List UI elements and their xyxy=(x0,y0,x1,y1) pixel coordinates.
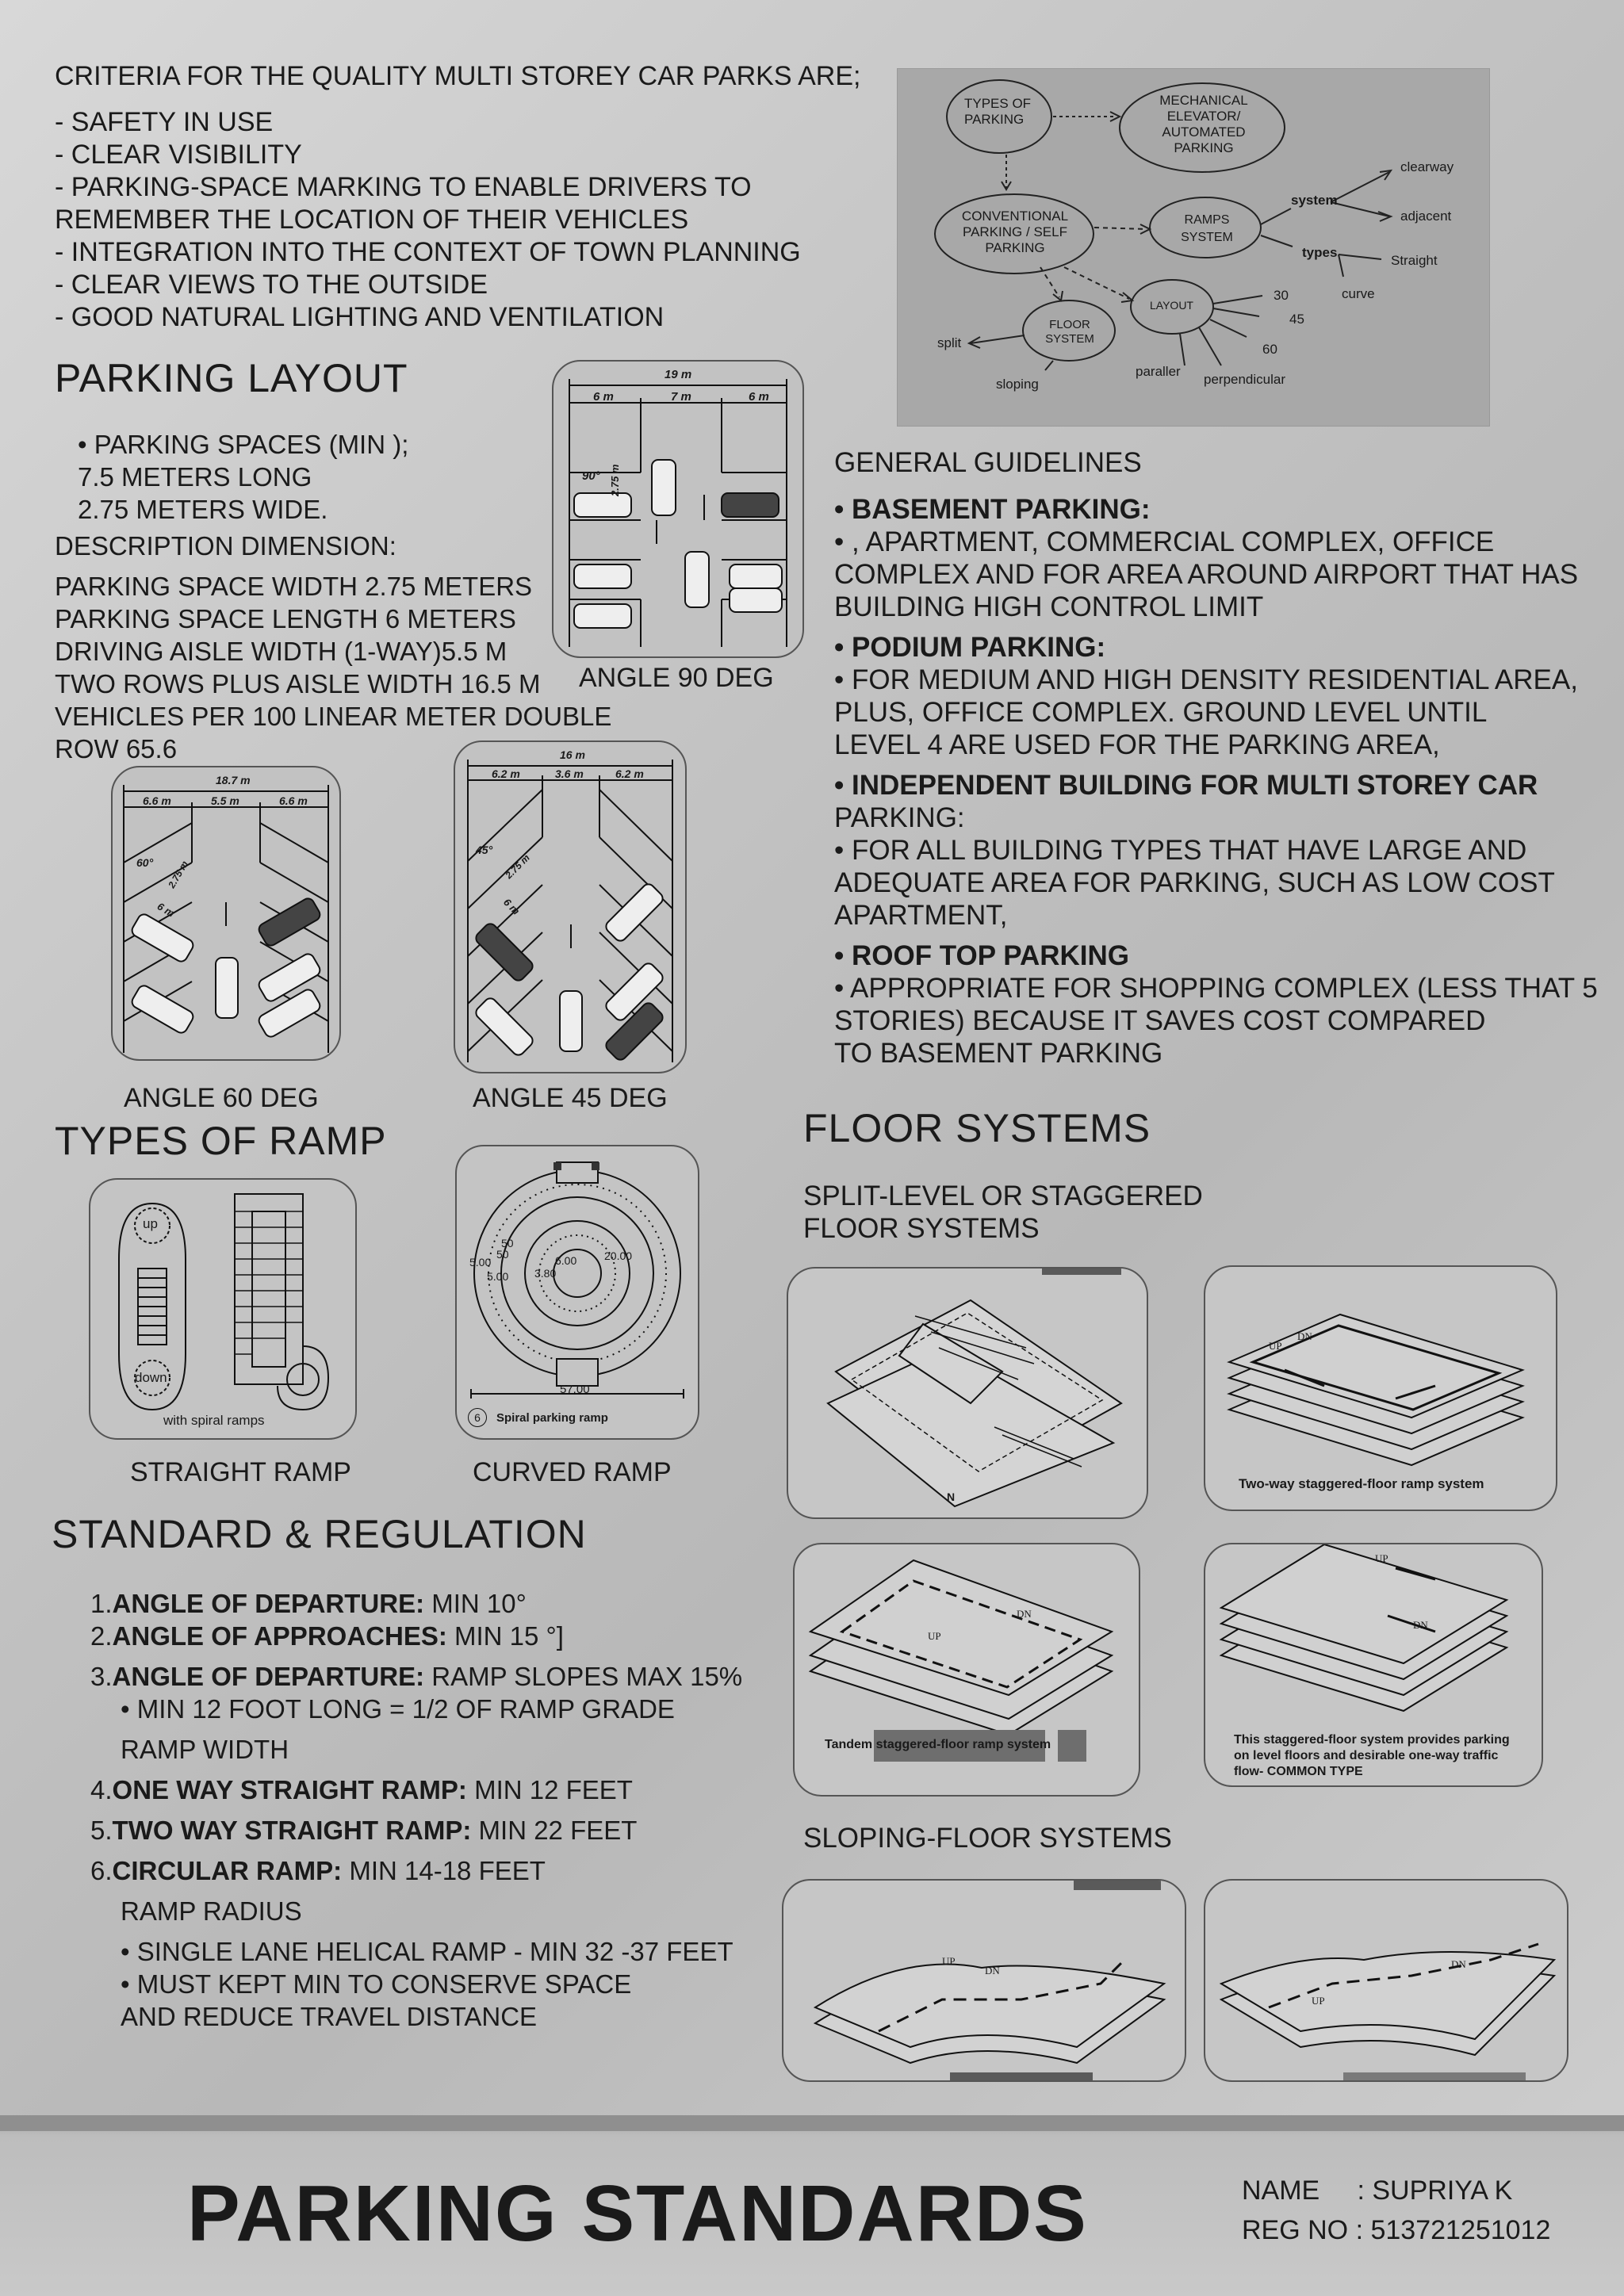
up-label: UP xyxy=(1312,1995,1325,2007)
student-name: NAME : SUPRIYA K xyxy=(1242,2175,1513,2206)
criteria-line: - SAFETY IN USE xyxy=(55,107,274,137)
dn-label: DN xyxy=(985,1965,1000,1976)
criteria-heading: CRITERIA FOR THE QUALITY MULTI STOREY CAR PARKS ARE; xyxy=(55,61,861,91)
standard-heading: STANDARD & REGULATION xyxy=(52,1512,587,1556)
description-line: VEHICLES PER 100 LINEAR METER DOUBLE xyxy=(55,702,612,731)
sloping-floor-figure-2 xyxy=(1204,1879,1568,2082)
item-number: 3. xyxy=(90,1662,113,1691)
standard-item-2 xyxy=(90,1620,564,1652)
description-heading: DESCRIPTION DIMENSION: xyxy=(55,531,396,561)
item-number: 2. xyxy=(90,1621,113,1651)
label-paraller: paraller xyxy=(1136,364,1181,379)
label-mechanical: MECHANICAL ELEVATOR/ AUTOMATED PARKING xyxy=(1159,93,1248,155)
independent-line: APARTMENT, xyxy=(834,900,1008,931)
label-straight: Straight xyxy=(1391,253,1438,268)
item-value: MIN 12 FEET xyxy=(466,1775,633,1804)
label-layout: LAYOUT xyxy=(1150,299,1193,312)
dim-total: 19 m xyxy=(665,368,692,381)
label-types: types xyxy=(1302,245,1338,260)
podium-heading: • PODIUM PARKING: xyxy=(834,632,1106,663)
podium-line: • FOR MEDIUM AND HIGH DENSITY RESIDENTIAL AREA, xyxy=(834,664,1578,695)
item-number: 5. xyxy=(90,1816,113,1845)
dn-label: DN xyxy=(1017,1608,1032,1620)
dim-2: 3.6 m xyxy=(555,767,584,780)
angle-45-figure xyxy=(454,740,687,1073)
item-label: ANGLE OF DEPARTURE: xyxy=(112,1589,425,1618)
parking-layout-line: 2.75 METERS WIDE. xyxy=(78,495,328,524)
standard-item-1 xyxy=(90,1587,527,1620)
item-value: MIN 10° xyxy=(424,1589,527,1618)
independent-line: • FOR ALL BUILDING TYPES THAT HAVE LARGE AND xyxy=(834,835,1527,866)
spiral-label: with spiral ramps xyxy=(163,1413,265,1428)
label-sloping: sloping xyxy=(996,377,1039,392)
footer-divider xyxy=(0,2115,1624,2131)
label-floor-system: FLOOR SYSTEM xyxy=(1045,318,1094,346)
radius-line: AND REDUCE TRAVEL DISTANCE xyxy=(121,2002,538,2031)
dim-c: 50 xyxy=(501,1237,514,1249)
independent-heading: • INDEPENDENT BUILDING FOR MULTI STOREY CAR xyxy=(834,770,1538,801)
dim-g: 3.80 xyxy=(534,1267,557,1280)
label-ramps: RAMPS SYSTEM xyxy=(1181,213,1233,244)
width-label: 2.75 m xyxy=(503,851,532,882)
length-label: 6 m xyxy=(155,900,177,920)
dim-b: 5.00 xyxy=(487,1270,509,1283)
angle-label: 45° xyxy=(476,844,493,856)
dim-total: 18.7 m xyxy=(216,774,251,786)
podium-line: LEVEL 4 ARE USED FOR THE PARKING AREA, xyxy=(834,729,1440,760)
label-adjacent: adjacent xyxy=(1400,209,1452,224)
roof-heading: • ROOF TOP PARKING xyxy=(834,940,1130,971)
up-label: UP xyxy=(942,1955,956,1967)
two-way-staggered-figure xyxy=(1204,1265,1557,1511)
basement-line: COMPLEX AND FOR AREA AROUND AIRPORT THAT HAS xyxy=(834,559,1579,590)
floor-heading: FLOOR SYSTEMS xyxy=(803,1106,1151,1150)
dim-1: 6 m xyxy=(593,390,614,404)
dim-f: 20.00 xyxy=(604,1249,633,1262)
angle-60-drawing xyxy=(113,767,339,1059)
spiral-number: 6 xyxy=(468,1408,487,1427)
common-caption-line: flow- COMMON TYPE xyxy=(1234,1765,1363,1778)
criteria-line: - INTEGRATION INTO THE CONTEXT OF TOWN PLANNING xyxy=(55,237,801,267)
description-line: TWO ROWS PLUS AISLE WIDTH 16.5 M xyxy=(55,669,541,698)
straight-ramp-caption: STRAIGHT RAMP xyxy=(130,1457,351,1487)
common-caption-line: This staggered-floor system provides parking xyxy=(1234,1733,1510,1747)
item-value: MIN 22 FEET xyxy=(471,1816,638,1845)
north-label: N xyxy=(947,1490,956,1503)
independent-heading-2: PARKING: xyxy=(834,802,965,833)
description-line: DRIVING AISLE WIDTH (1-WAY)5.5 M xyxy=(55,637,508,666)
split-heading: SPLIT-LEVEL OR STAGGERED xyxy=(803,1181,1203,1211)
common-caption-line: on level floors and desirable one-way traffic xyxy=(1234,1749,1499,1762)
dn-label: DN xyxy=(1413,1619,1428,1631)
item-value: MIN 15 °] xyxy=(446,1621,564,1651)
label-split: split xyxy=(937,335,962,350)
tandem-caption: Tandem staggered-floor ramp system xyxy=(825,1738,1051,1751)
basement-heading: • BASEMENT PARKING: xyxy=(834,494,1151,525)
split-level-figure xyxy=(787,1267,1148,1519)
angle-90-drawing xyxy=(553,362,802,656)
item-value: MIN 14-18 FEET xyxy=(342,1856,546,1885)
dim-3: 6.6 m xyxy=(279,794,308,807)
roof-line: • APPROPRIATE FOR SHOPPING COMPLEX (LESS THAT 5 xyxy=(834,973,1598,1004)
dim-d: 50 xyxy=(496,1248,509,1261)
dim-e: 6.00 xyxy=(555,1254,577,1267)
sloping-floor-drawing-2 xyxy=(1205,1881,1567,2080)
parking-types-diagram xyxy=(897,68,1490,427)
common-staggered-figure xyxy=(1204,1543,1543,1787)
label-curve: curve xyxy=(1342,286,1375,301)
description-line: PARKING SPACE WIDTH 2.75 METERS xyxy=(55,572,533,601)
criteria-line: - CLEAR VISIBILITY xyxy=(55,140,302,170)
basement-line: BUILDING HIGH CONTROL LIMIT xyxy=(834,591,1264,622)
down-label: down xyxy=(135,1370,167,1385)
dim-2: 7 m xyxy=(671,390,691,404)
item-label: ANGLE OF DEPARTURE: xyxy=(112,1662,425,1691)
item-label: TWO WAY STRAIGHT RAMP: xyxy=(112,1816,472,1845)
label-perpendicular: perpendicular xyxy=(1204,372,1286,387)
split-heading-2: FLOOR SYSTEMS xyxy=(803,1213,1040,1244)
standard-item-3 xyxy=(90,1660,742,1693)
label-conventional: CONVENTIONAL PARKING / SELF PARKING xyxy=(961,209,1069,255)
angle-90-caption: ANGLE 90 DEG xyxy=(579,663,774,693)
straight-ramp-drawing xyxy=(90,1180,355,1438)
angle-45-caption: ANGLE 45 DEG xyxy=(473,1083,668,1113)
criteria-line: - PARKING-SPACE MARKING TO ENABLE DRIVERS TO xyxy=(55,172,752,202)
dn-label: DN xyxy=(1451,1958,1466,1970)
tandem-staggered-figure xyxy=(793,1543,1140,1797)
label-45: 45 xyxy=(1289,312,1304,327)
dim-1: 6.2 m xyxy=(492,767,520,780)
podium-line: PLUS, OFFICE COMPLEX. GROUND LEVEL UNTIL xyxy=(834,697,1488,728)
label-types-of-parking: TYPES OF PARKING xyxy=(964,96,1032,127)
criteria-line: REMEMBER THE LOCATION OF THEIR VEHICLES xyxy=(55,205,689,235)
label-clearway: clearway xyxy=(1400,159,1454,174)
item-number: 4. xyxy=(90,1775,113,1804)
angle-label: 90° xyxy=(582,469,600,483)
split-level-drawing xyxy=(788,1269,1147,1517)
angle-label: 60° xyxy=(136,856,154,869)
straight-ramp-figure xyxy=(89,1178,357,1440)
spiral-title: Spiral parking ramp xyxy=(496,1411,608,1425)
label-60: 60 xyxy=(1262,342,1277,357)
angle-60-figure xyxy=(111,766,341,1061)
sloping-floor-figure-1 xyxy=(782,1879,1186,2082)
standard-item-5 xyxy=(90,1814,637,1846)
length-label: 6 m xyxy=(500,896,523,917)
standard-item-6 xyxy=(90,1854,546,1887)
width-label: 2.75 m xyxy=(166,859,191,890)
criteria-line: - CLEAR VIEWS TO THE OUTSIDE xyxy=(55,270,488,300)
label-system: system xyxy=(1291,193,1338,208)
roof-line: TO BASEMENT PARKING xyxy=(834,1038,1163,1069)
two-way-caption: Two-way staggered-floor ramp system xyxy=(1239,1476,1484,1491)
dim-3: 6.2 m xyxy=(615,767,644,780)
up-label: UP xyxy=(1375,1552,1388,1564)
up-label: up xyxy=(143,1216,158,1231)
page-title: PARKING STANDARDS xyxy=(187,2169,1088,2258)
dim-total: 57.00 xyxy=(560,1383,590,1396)
independent-line: ADEQUATE AREA FOR PARKING, SUCH AS LOW COST xyxy=(834,867,1555,898)
parking-layout-heading: PARKING LAYOUT xyxy=(55,356,408,400)
dim-2: 5.5 m xyxy=(211,794,239,807)
angle-45-drawing xyxy=(455,742,685,1072)
item-label: CIRCULAR RAMP: xyxy=(112,1856,343,1885)
guidelines-heading: GENERAL GUIDELINES xyxy=(834,447,1142,478)
up-label: UP xyxy=(1269,1340,1282,1352)
two-way-staggered-drawing xyxy=(1205,1267,1556,1510)
dim-3: 6 m xyxy=(749,390,769,404)
parking-layout-line: 7.5 METERS LONG xyxy=(78,462,312,492)
radius-line: • MUST KEPT MIN TO CONSERVE SPACE xyxy=(121,1969,632,1999)
item-number: 1. xyxy=(90,1589,113,1618)
standard-item-4 xyxy=(90,1774,633,1806)
ramp-radius-heading: RAMP RADIUS xyxy=(121,1896,302,1926)
dim-1: 6.6 m xyxy=(143,794,171,807)
item-label: ONE WAY STRAIGHT RAMP: xyxy=(112,1775,467,1804)
basement-line: • , APARTMENT, COMMERCIAL COMPLEX, OFFICE xyxy=(834,526,1495,557)
criteria-line: - GOOD NATURAL LIGHTING AND VENTILATION xyxy=(55,302,665,332)
dn-label: DN xyxy=(1297,1330,1312,1342)
angle-90-figure xyxy=(552,360,804,658)
dim-a: 5.00 xyxy=(469,1256,492,1269)
item-value: RAMP SLOPES MAX 15% xyxy=(424,1662,743,1691)
sloping-floor-drawing-1 xyxy=(783,1881,1185,2080)
sloping-heading: SLOPING-FLOOR SYSTEMS xyxy=(803,1823,1172,1854)
description-line: PARKING SPACE LENGTH 6 METERS xyxy=(55,604,516,633)
item-number: 6. xyxy=(90,1856,113,1885)
roof-line: STORIES) BECAUSE IT SAVES COST COMPARED xyxy=(834,1005,1486,1036)
curved-ramp-figure xyxy=(455,1145,699,1440)
dim-total: 16 m xyxy=(560,748,585,761)
angle-60-caption: ANGLE 60 DEG xyxy=(124,1083,319,1113)
ramp-width-heading: RAMP WIDTH xyxy=(121,1735,289,1764)
ramp-heading: TYPES OF RAMP xyxy=(55,1119,387,1163)
parking-layout-line: • PARKING SPACES (MIN ); xyxy=(78,430,409,459)
up-label: UP xyxy=(928,1630,941,1642)
standard-item-3-bullet: • MIN 12 FOOT LONG = 1/2 OF RAMP GRADE xyxy=(121,1694,675,1724)
item-label: ANGLE OF APPROACHES: xyxy=(112,1621,447,1651)
description-line: ROW 65.6 xyxy=(55,734,178,763)
radius-line: • SINGLE LANE HELICAL RAMP - MIN 32 -37 FEET xyxy=(121,1937,733,1966)
label-30: 30 xyxy=(1274,288,1289,303)
student-reg: REG NO : 513721251012 xyxy=(1242,2215,1551,2245)
curved-ramp-caption: CURVED RAMP xyxy=(473,1457,672,1487)
width-label: 2.75 m xyxy=(609,464,621,496)
